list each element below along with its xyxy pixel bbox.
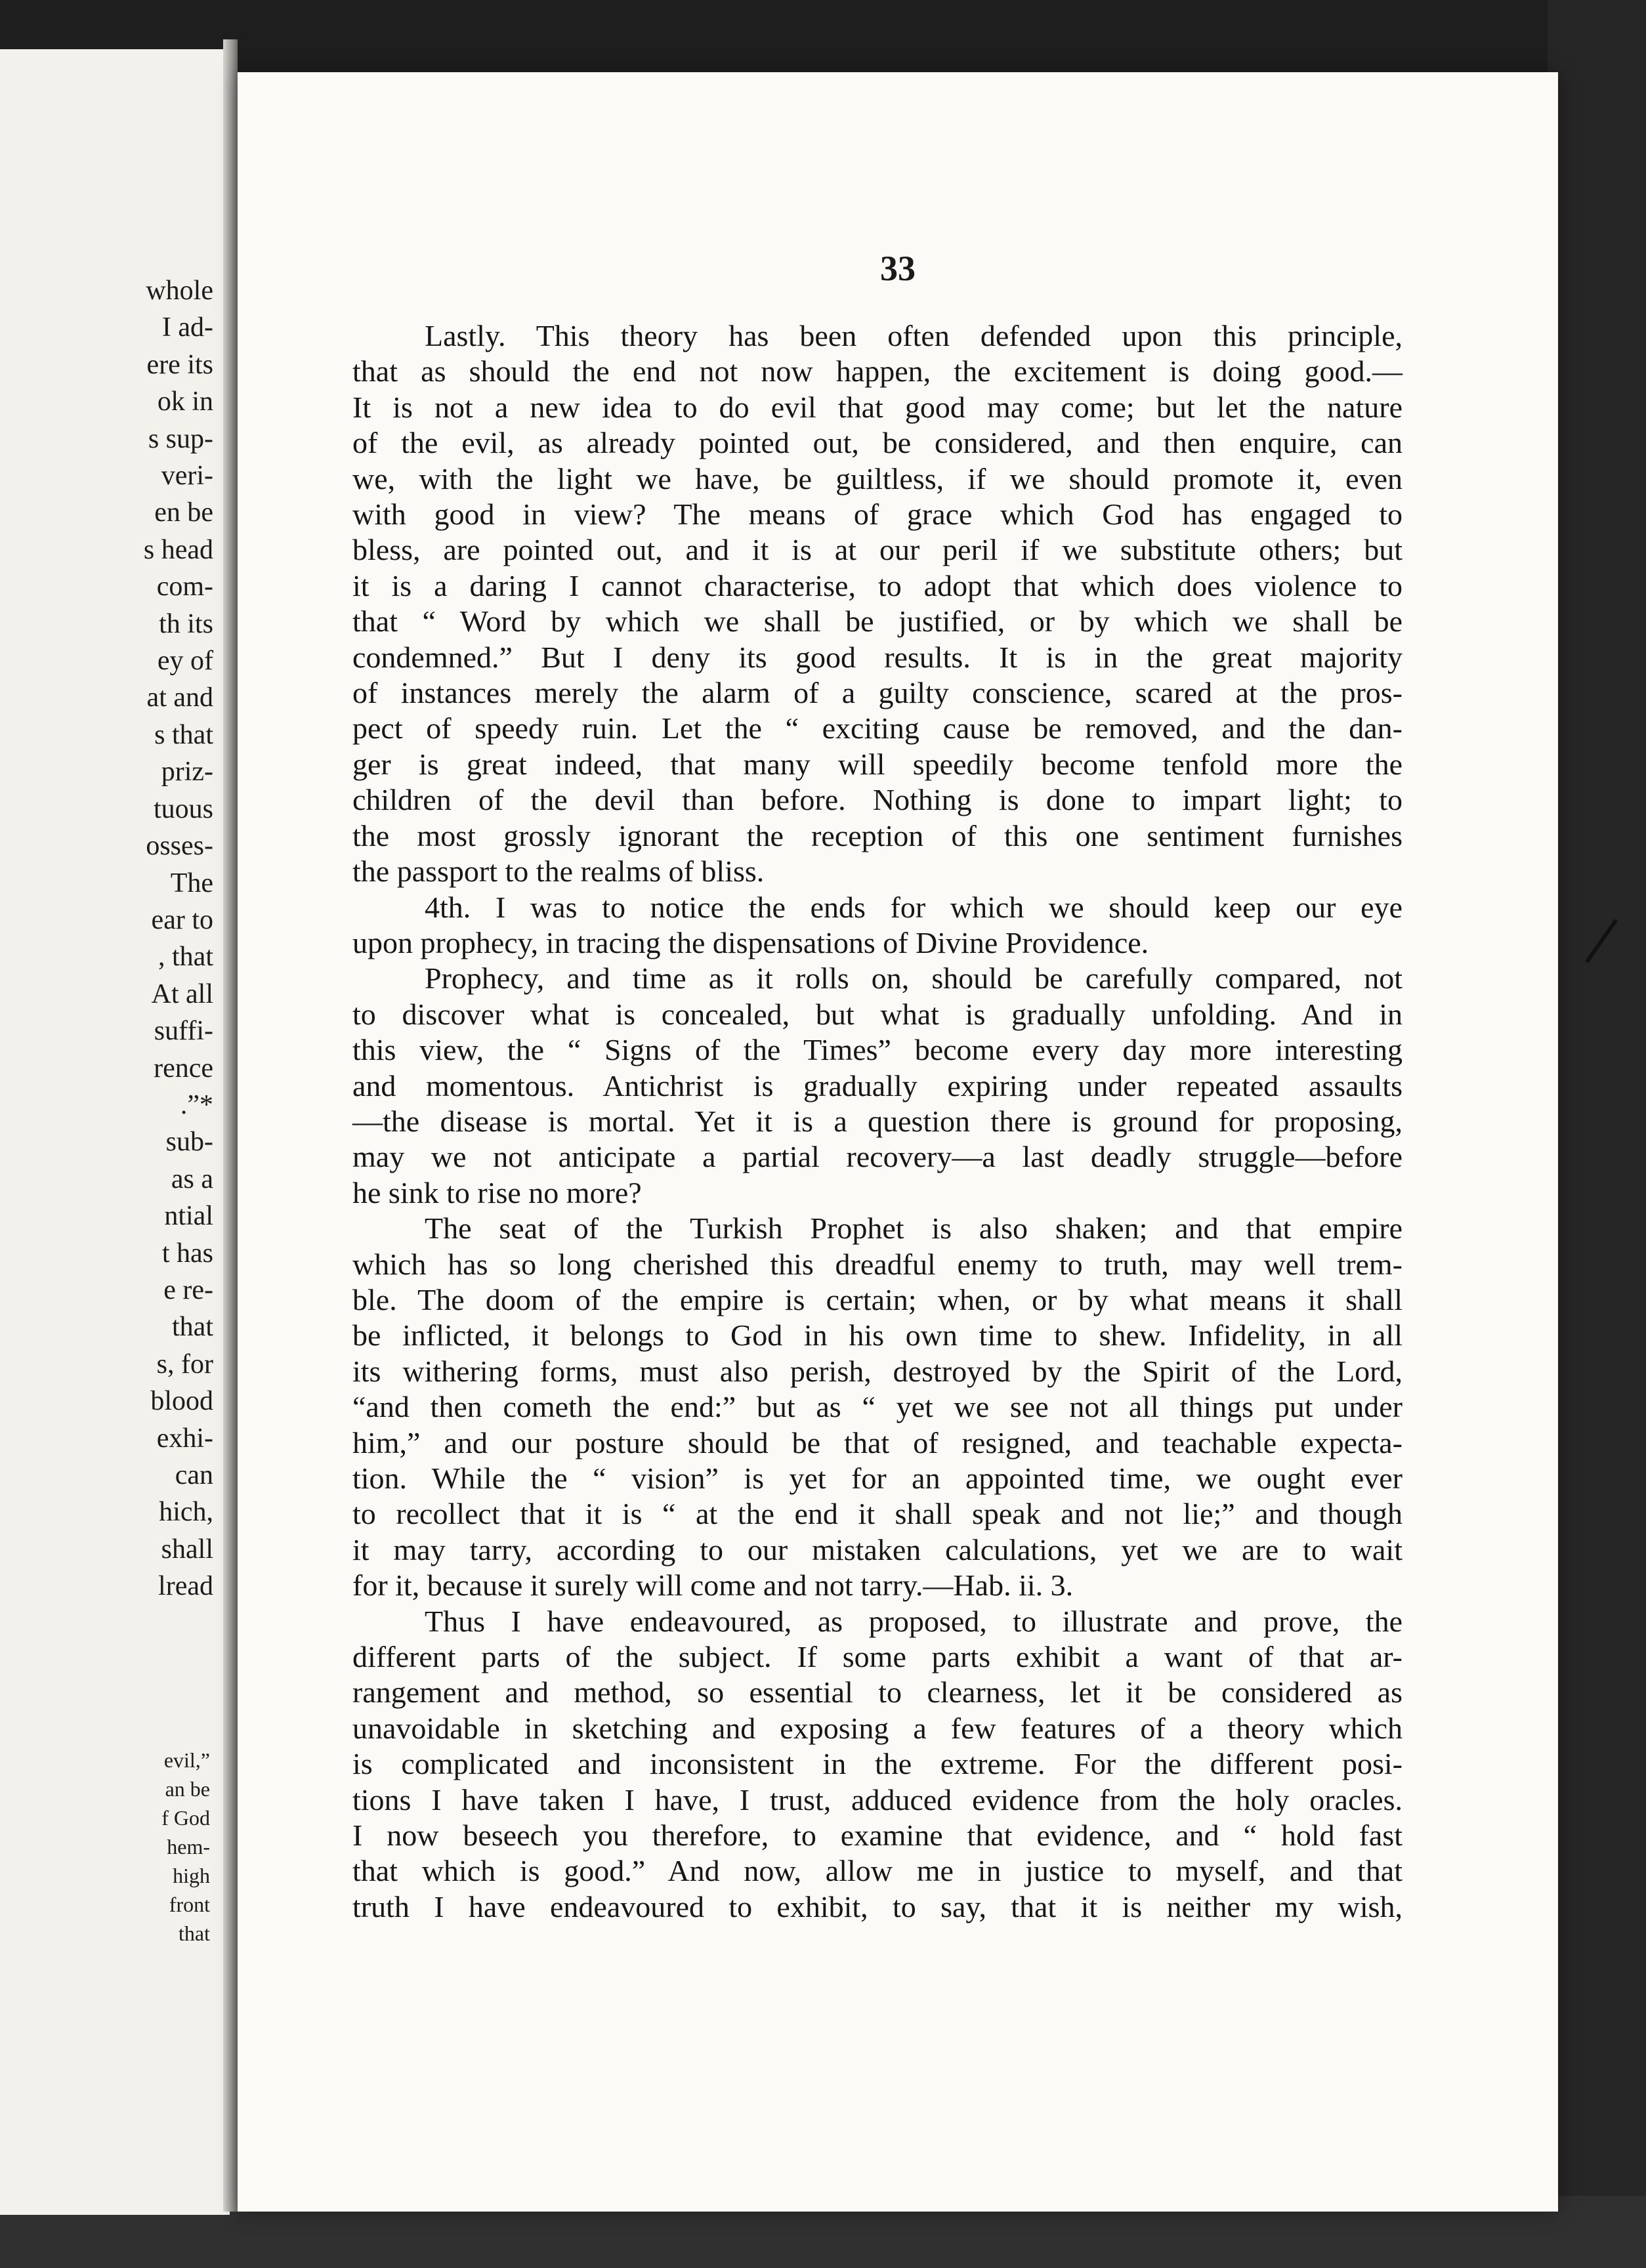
- facing-page-line: e re-: [163, 1274, 213, 1305]
- text-line: of instances merely the alarm of a guilty conscience, scared at the pros-: [352, 676, 1403, 710]
- facing-page-line: osses-: [146, 831, 213, 862]
- facing-page-line: lread: [158, 1571, 213, 1602]
- text-line: unavoidable in sketching and exposing a few features of a theory which: [352, 1711, 1403, 1745]
- facing-page-line: ey of: [157, 646, 213, 677]
- text-line: The seat of the Turkish Prophet is also shaken; and that empire: [425, 1211, 1403, 1246]
- facing-page-line: s that: [154, 719, 213, 750]
- text-line: that which is good.” And now, allow me in justice to myself, and that: [352, 1854, 1403, 1888]
- facing-page-line: suffi-: [154, 1016, 213, 1047]
- text-line: for it, because it surely will come and not tarry.—Hab. ii. 3.: [352, 1568, 1074, 1603]
- facing-page-line: s head: [143, 534, 213, 565]
- paragraph: [352, 890, 1403, 961]
- paragraph: [352, 1211, 1403, 1603]
- book-page: [238, 72, 1558, 2212]
- text-line: It is not a new idea to do evil that good may come; but let the nature: [352, 390, 1403, 424]
- text-line: he sink to rise no more?: [352, 1175, 642, 1209]
- text-line: condemned.” But I deny its good results. It is in the great majority: [352, 640, 1403, 674]
- facing-page-line: priz-: [161, 757, 213, 788]
- text-line: upon prophecy, in tracing the dispensations of Divine Providence.: [352, 925, 1149, 959]
- text-line: of the evil, as already pointed out, be considered, and then enquire, can: [352, 426, 1403, 460]
- facing-page-line: at and: [146, 682, 213, 713]
- text-line: be inflicted, it belongs to God in his own time to shew. Infidelity, in all: [352, 1318, 1403, 1353]
- facing-page-footnotes: [0, 1746, 210, 1948]
- facing-page-line: s, for: [156, 1349, 213, 1379]
- facing-page-line: as a: [171, 1164, 213, 1194]
- facing-page-fragment: [0, 49, 230, 2215]
- text-line: the passport to the realms of bliss.: [352, 854, 765, 889]
- text-line: children of the devil than before. Nothing is done to impart light; to: [352, 783, 1403, 817]
- text-line: which has so long cherished this dreadful enemy to truth, may well trem-: [352, 1247, 1403, 1281]
- paragraph: [352, 1604, 1403, 1925]
- text-line: Thus I have endeavoured, as proposed, to illustrate and prove, the: [425, 1604, 1403, 1638]
- text-line: tion. While the “ vision” is yet for an appointed time, we ought ever: [352, 1461, 1403, 1495]
- text-line: and momentous. Antichrist is gradually expiring under repeated assaults: [352, 1068, 1403, 1102]
- scanner-bed-right: [1548, 0, 1646, 2268]
- facing-page-line: ear to: [151, 904, 213, 935]
- facing-page-line: th its: [159, 608, 213, 639]
- facing-page-line: rence: [154, 1053, 213, 1083]
- text-line: tions I have taken I have, I trust, adduced evidence from the holy oracles.: [352, 1782, 1403, 1816]
- text-line: to discover what is concealed, but what is gradually unfolding. And in: [352, 997, 1403, 1031]
- facing-page-line: hich,: [159, 1497, 213, 1528]
- facing-page-line: s sup-: [148, 423, 213, 454]
- facing-page-line: blood: [150, 1386, 213, 1417]
- text-line: him,” and our posture should be that of resigned, and teachable expecta-: [352, 1425, 1403, 1460]
- facing-page-line: ntial: [164, 1201, 213, 1232]
- text-line: is complicated and inconsistent in the extreme. For the different posi-: [352, 1747, 1403, 1781]
- facing-page-note-line: that: [179, 1922, 210, 1945]
- text-line: ger is great indeed, that many will speedily become tenfold more the: [352, 747, 1403, 781]
- facing-page-line: that: [172, 1312, 213, 1343]
- facing-page-line: en be: [154, 497, 213, 528]
- text-line: I now beseech you therefore, to examine that evidence, and “ hold fast: [352, 1818, 1403, 1853]
- text-line: ble. The doom of the empire is certain; when, or by what means it shall: [352, 1282, 1403, 1316]
- text-line: it is a daring I cannot characterise, to adopt that which does violence to: [352, 568, 1403, 602]
- text-line: different parts of the subject. If some parts exhibit a want of that ar-: [352, 1640, 1403, 1674]
- facing-page-line: whole: [146, 276, 213, 306]
- text-line: the most grossly ignorant the reception of this one sentiment furnishes: [352, 818, 1403, 852]
- text-line: its withering forms, must also perish, destroyed by the Spirit of the Lord,: [352, 1354, 1403, 1388]
- facing-page-line: tuous: [153, 793, 213, 824]
- text-line: to recollect that it is “ at the end it shall speak and not lie;” and though: [352, 1497, 1403, 1531]
- facing-page-line: , that: [158, 942, 213, 973]
- facing-page-note-line: hem-: [167, 1835, 210, 1858]
- facing-page-note-line: f God: [161, 1806, 210, 1830]
- facing-page-text: [0, 272, 213, 1605]
- text-line: bless, are pointed out, and it is at our peril if we substitute others; but: [352, 533, 1403, 567]
- text-line: 4th. I was to notice the ends for which we should keep our eye: [425, 890, 1403, 924]
- text-line: that as should the end not now happen, the excitement is doing good.—: [352, 354, 1403, 388]
- book-gutter: [223, 39, 238, 2212]
- facing-page-note-line: evil,”: [163, 1748, 210, 1772]
- text-line: may we not anticipate a partial recovery—a last deadly struggle—before: [352, 1140, 1403, 1174]
- facing-page-line: ok in: [157, 387, 213, 417]
- facing-page-line: veri-: [161, 461, 213, 492]
- facing-page-note-line: an be: [165, 1777, 210, 1801]
- facing-page-line: exhi-: [156, 1423, 213, 1454]
- facing-page-line: sub-: [165, 1127, 213, 1158]
- facing-page-line: At all: [151, 978, 213, 1009]
- text-line: “and then cometh the end:” but as “ yet we see not all things put under: [352, 1390, 1403, 1424]
- facing-page-line: shall: [161, 1534, 213, 1564]
- text-line: it may tarry, according to our mistaken calculations, yet we are to wait: [352, 1532, 1403, 1566]
- text-line: pect of speedy ruin. Let the “ exciting cause be removed, and the dan-: [352, 711, 1403, 746]
- facing-page-line: ere its: [146, 349, 213, 380]
- text-line: with good in view? The means of grace which God has engaged to: [352, 497, 1403, 532]
- text-line: this view, the “ Signs of the Times” become every day more interesting: [352, 1033, 1403, 1067]
- text-line: rangement and method, so essential to clearness, let it be considered as: [352, 1675, 1403, 1710]
- page-number: 33: [880, 249, 916, 288]
- text-line: Lastly. This theory has been often defended upon this principle,: [425, 319, 1403, 352]
- facing-page-line: The: [170, 868, 213, 898]
- text-line: truth I have endeavoured to exhibit, to say, that it is neither my wish,: [352, 1889, 1403, 1923]
- facing-page-line: can: [175, 1460, 213, 1490]
- facing-page-line: t has: [161, 1238, 213, 1269]
- facing-page-line: com-: [156, 572, 213, 602]
- text-line: Prophecy, and time as it rolls on, should be carefully compared, not: [425, 961, 1403, 996]
- facing-page-note-line: front: [169, 1893, 210, 1916]
- paragraph: [352, 318, 1403, 890]
- paragraph: [352, 961, 1403, 1211]
- facing-page-line: I ad-: [161, 312, 213, 343]
- text-line: that “ Word by which we shall be justified, or by which we shall be: [352, 604, 1403, 639]
- facing-page-line: .”*: [180, 1089, 213, 1120]
- facing-page-note-line: high: [173, 1864, 210, 1887]
- page-body: [352, 318, 1403, 1925]
- text-line: —the disease is mortal. Yet it is a question there is ground for proposing,: [352, 1104, 1403, 1138]
- text-line: we, with the light we have, be guiltless, if we should promote it, even: [352, 461, 1403, 495]
